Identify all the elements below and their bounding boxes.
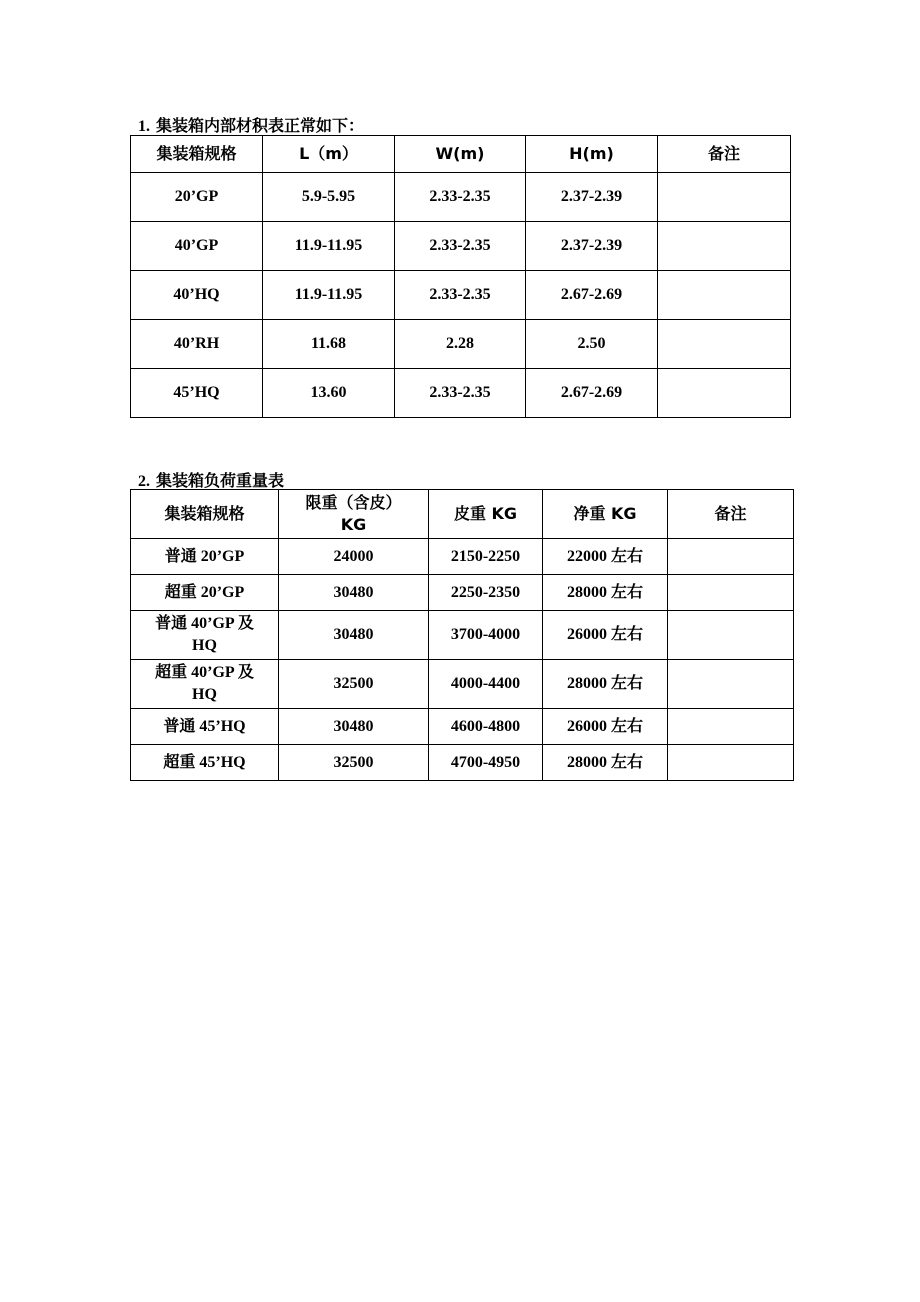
table-cell: 普通 40’GP 及HQ [131,611,279,660]
table-row [131,660,794,709]
section2-heading [138,468,284,491]
table-header-row [131,136,791,173]
table-cell: 2.67-2.69 [526,369,658,418]
table-cell: 超重 20’GP [131,575,279,611]
table-cell: 11.68 [263,320,395,369]
header-cell: 净重 KG [543,490,668,539]
table-cell [658,369,791,418]
header-cell: L（m） [263,136,395,173]
table-cell [658,271,791,320]
table-cell: 28000 左右 [543,745,668,781]
table-row [131,611,794,660]
table-row [131,369,791,418]
table-cell: 2.37-2.39 [526,173,658,222]
table-header-row [131,490,794,539]
table-cell: 3700-4000 [429,611,543,660]
header-cell: W(m) [395,136,526,173]
header-cell: H(m) [526,136,658,173]
table-cell [668,575,794,611]
table-cell [668,745,794,781]
table-cell: 11.9-11.95 [263,222,395,271]
table-cell: 超重 40’GP 及HQ [131,660,279,709]
table-cell [658,222,791,271]
table-cell: 普通 45’HQ [131,709,279,745]
table-cell: 40’HQ [131,271,263,320]
table-cell: 超重 45’HQ [131,745,279,781]
header-cell: 集装箱规格 [131,490,279,539]
table-cell [658,320,791,369]
table-cell: 24000 [279,539,429,575]
table-cell: 28000 左右 [543,575,668,611]
table-cell: 2150-2250 [429,539,543,575]
table-cell: 45’HQ [131,369,263,418]
section2-number: 2. [138,473,150,490]
header-cell: 限重（含皮）KG [279,490,429,539]
section1-heading [138,113,364,136]
table-cell: 5.9-5.95 [263,173,395,222]
container-dimensions-table [130,135,791,418]
table-cell [668,660,794,709]
table-cell: 26000 左右 [543,709,668,745]
header-cell: 备注 [668,490,794,539]
table-cell: 2250-2350 [429,575,543,611]
table-cell: 2.67-2.69 [526,271,658,320]
table-cell: 4600-4800 [429,709,543,745]
table-cell: 2.33-2.35 [395,173,526,222]
table-cell [668,611,794,660]
table-row [131,222,791,271]
table-cell: 13.60 [263,369,395,418]
table-cell: 30480 [279,611,429,660]
table-row [131,575,794,611]
header-cell: 集装箱规格 [131,136,263,173]
table-cell: 32500 [279,660,429,709]
table-cell: 2.28 [395,320,526,369]
table-row [131,539,794,575]
table-row [131,271,791,320]
table-cell: 30480 [279,709,429,745]
table-cell: 普通 20’GP [131,539,279,575]
section1-number: 1. [138,118,150,135]
table-cell: 40’RH [131,320,263,369]
table-row [131,709,794,745]
table-cell: 26000 左右 [543,611,668,660]
section1-title: 集装箱内部材积表正常如下： [156,116,365,135]
table-cell: 2.33-2.35 [395,369,526,418]
table-cell: 2.37-2.39 [526,222,658,271]
table-cell: 11.9-11.95 [263,271,395,320]
container-weight-table [130,489,794,781]
table-cell: 28000 左右 [543,660,668,709]
table-cell: 32500 [279,745,429,781]
table-cell: 4000-4400 [429,660,543,709]
table-cell [668,539,794,575]
table-cell [668,709,794,745]
table-cell: 40’GP [131,222,263,271]
table-row [131,745,794,781]
header-cell: 皮重 KG [429,490,543,539]
table-row [131,173,791,222]
table-cell: 22000 左右 [543,539,668,575]
table-cell: 2.33-2.35 [395,222,526,271]
table-cell: 2.33-2.35 [395,271,526,320]
table-cell [658,173,791,222]
section2-title: 集装箱负荷重量表 [156,471,285,490]
table-cell: 4700-4950 [429,745,543,781]
table-row [131,320,791,369]
table-cell: 30480 [279,575,429,611]
table-cell: 20’GP [131,173,263,222]
table-cell: 2.50 [526,320,658,369]
header-cell: 备注 [658,136,791,173]
